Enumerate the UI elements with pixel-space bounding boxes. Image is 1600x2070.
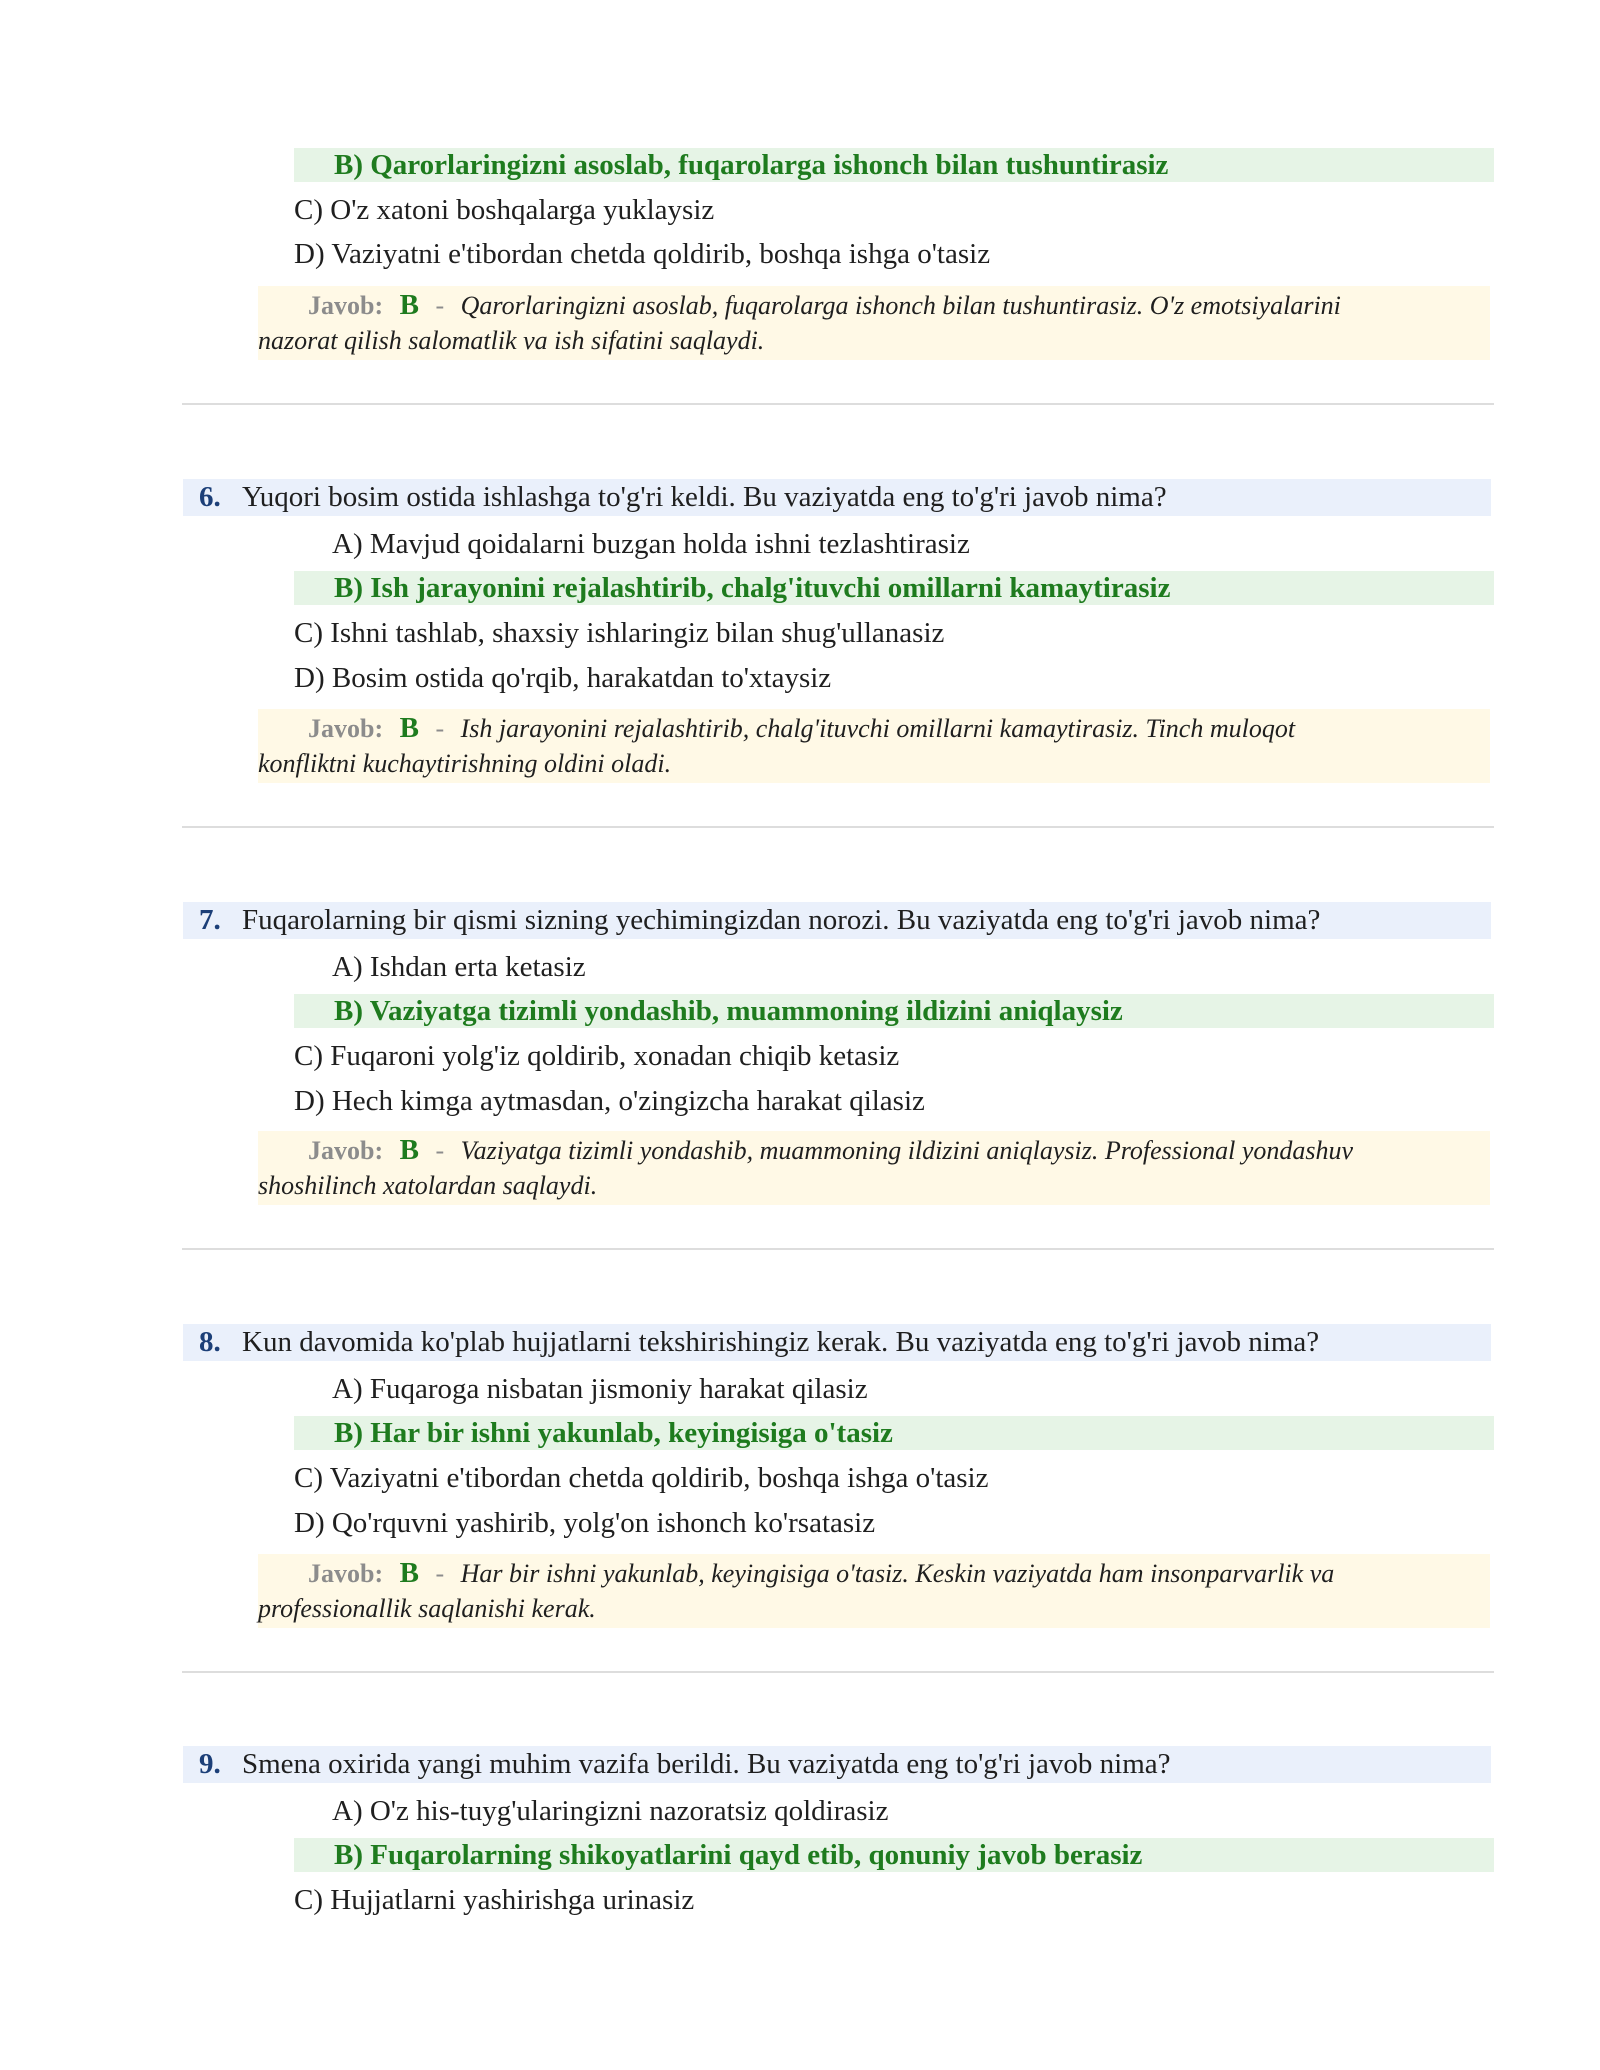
- q7-answer-text-line2: shoshilinch xatolardan saqlaydi.: [258, 1171, 598, 1200]
- q5-option-c: C) O'z xatoni boshqalarga yuklaysiz: [294, 194, 715, 226]
- q8-answer-separator: -: [435, 1559, 445, 1588]
- q8-number: 8.: [199, 1326, 221, 1358]
- q5-answer-separator: -: [435, 291, 445, 320]
- q9-question: [183, 1746, 1491, 1783]
- q8-answer-letter: B: [399, 1557, 419, 1589]
- q5-option-b-correct: [294, 148, 1494, 182]
- q8-answer-label: Javob:: [308, 1559, 384, 1588]
- divider: [182, 826, 1494, 828]
- q7-question: [183, 902, 1491, 939]
- q8-answer-text-line2: professionallik saqlanishi kerak.: [258, 1594, 596, 1623]
- divider: [182, 1671, 1494, 1673]
- q7-option-b-correct: [294, 994, 1494, 1028]
- divider: [182, 1248, 1494, 1250]
- q9-option-b-label: B) Fuqarolarning shikoyatlarini qayd etib, qonuniy javob berasiz: [334, 1839, 1143, 1871]
- q6-option-a: A) Mavjud qoidalarni buzgan holda ishni tezlashtirasiz: [332, 528, 970, 560]
- divider: [182, 403, 1494, 405]
- q7-option-a: A) Ishdan erta ketasiz: [332, 951, 586, 983]
- q7-answer-box: [258, 1131, 1490, 1205]
- q5-answer-label: Javob:: [308, 291, 384, 320]
- q8-answer-box: [258, 1554, 1490, 1628]
- q7-answer-letter: B: [399, 1134, 419, 1166]
- q6-answer-label: Javob:: [308, 714, 384, 743]
- q7-answer-text-line1: Vaziyatga tizimli yondashib, muammoning ildizini aniqlaysiz. Professional yondashuv: [460, 1136, 1354, 1165]
- q7-number: 7.: [199, 904, 221, 936]
- q7-question-text: Fuqarolarning bir qismi sizning yechimingizdan norozi. Bu vaziyatda eng to'g'ri javob nima?: [242, 904, 1321, 936]
- q6-option-b-label: B) Ish jarayonini rejalashtirib, chalg'ituvchi omillarni kamaytirasiz: [334, 572, 1171, 604]
- q7-answer-line1: [308, 1132, 1353, 1169]
- q7-option-b-label: B) Vaziyatga tizimli yondashib, muammoning ildizini aniqlaysiz: [334, 995, 1123, 1027]
- q6-answer-letter: B: [399, 712, 419, 744]
- q6-answer-text-line2: konfliktni kuchaytirishning oldini oladi.: [258, 749, 672, 778]
- q7-answer-separator: -: [435, 1136, 445, 1165]
- q8-option-b-correct: [294, 1416, 1494, 1450]
- q9-option-b-correct: [294, 1838, 1494, 1872]
- q8-answer-text-line1: Har bir ishni yakunlab, keyingisiga o'tasiz. Keskin vaziyatda ham insonparvarlik va: [460, 1559, 1335, 1588]
- q8-question-text: Kun davomida ko'plab hujjatlarni tekshirishingiz kerak. Bu vaziyatda eng to'g'ri javob nima?: [242, 1326, 1320, 1358]
- q9-option-a: A) O'z his-tuyg'ularingizni nazoratsiz qoldirasiz: [332, 1795, 889, 1827]
- q5-option-d: D) Vaziyatni e'tibordan chetda qoldirib, boshqa ishga o'tasiz: [294, 238, 991, 270]
- q5-answer-box: [258, 286, 1490, 360]
- q6-answer-separator: -: [435, 714, 445, 743]
- q9-option-c: C) Hujjatlarni yashirishga urinasiz: [294, 1884, 695, 1916]
- q5-answer-letter: B: [399, 289, 419, 321]
- q7-option-d: D) Hech kimga aytmasdan, o'zingizcha harakat qilasiz: [294, 1085, 925, 1117]
- q8-option-b-label: B) Har bir ishni yakunlab, keyingisiga o'tasiz: [334, 1417, 893, 1449]
- q6-option-c: C) Ishni tashlab, shaxsiy ishlaringiz bilan shug'ullanasiz: [294, 617, 945, 649]
- q8-option-d: D) Qo'rquvni yashirib, yolg'on ishonch ko'rsatasiz: [294, 1507, 876, 1539]
- q7-answer-label: Javob:: [308, 1136, 384, 1165]
- q8-option-a: A) Fuqaroga nisbatan jismoniy harakat qilasiz: [332, 1373, 868, 1405]
- q9-number: 9.: [199, 1748, 221, 1780]
- q6-answer-text-line1: Ish jarayonini rejalashtirib, chalg'ituvchi omillarni kamaytirasiz. Tinch muloqot: [460, 714, 1296, 743]
- q5-option-b-label: B) Qarorlaringizni asoslab, fuqarolarga ishonch bilan tushuntirasiz: [334, 149, 1169, 181]
- q9-question-text: Smena oxirida yangi muhim vazifa berildi. Bu vaziyatda eng to'g'ri javob nima?: [242, 1748, 1171, 1780]
- q6-answer-box: [258, 709, 1490, 783]
- q8-option-c: C) Vaziyatni e'tibordan chetda qoldirib, boshqa ishga o'tasiz: [294, 1462, 989, 1494]
- q5-answer-text-line2: nazorat qilish salomatlik va ish sifatini saqlaydi.: [258, 326, 765, 355]
- q5-answer-line1: [308, 287, 1341, 324]
- q8-question: [183, 1324, 1491, 1361]
- q6-question-text: Yuqori bosim ostida ishlashga to'g'ri keldi. Bu vaziyatda eng to'g'ri javob nima?: [242, 481, 1167, 513]
- q6-option-b-correct: [294, 571, 1494, 605]
- q5-answer-text-line1: Qarorlaringizni asoslab, fuqarolarga ishonch bilan tushuntirasiz. O'z emotsiyalarini: [460, 291, 1341, 320]
- q7-option-c: C) Fuqaroni yolg'iz qoldirib, xonadan chiqib ketasiz: [294, 1040, 900, 1072]
- q6-option-d: D) Bosim ostida qo'rqib, harakatdan to'xtaysiz: [294, 662, 832, 694]
- q8-answer-line1: [308, 1555, 1334, 1592]
- q6-number: 6.: [199, 481, 221, 513]
- q6-answer-line1: [308, 710, 1295, 747]
- q6-question: [183, 479, 1491, 516]
